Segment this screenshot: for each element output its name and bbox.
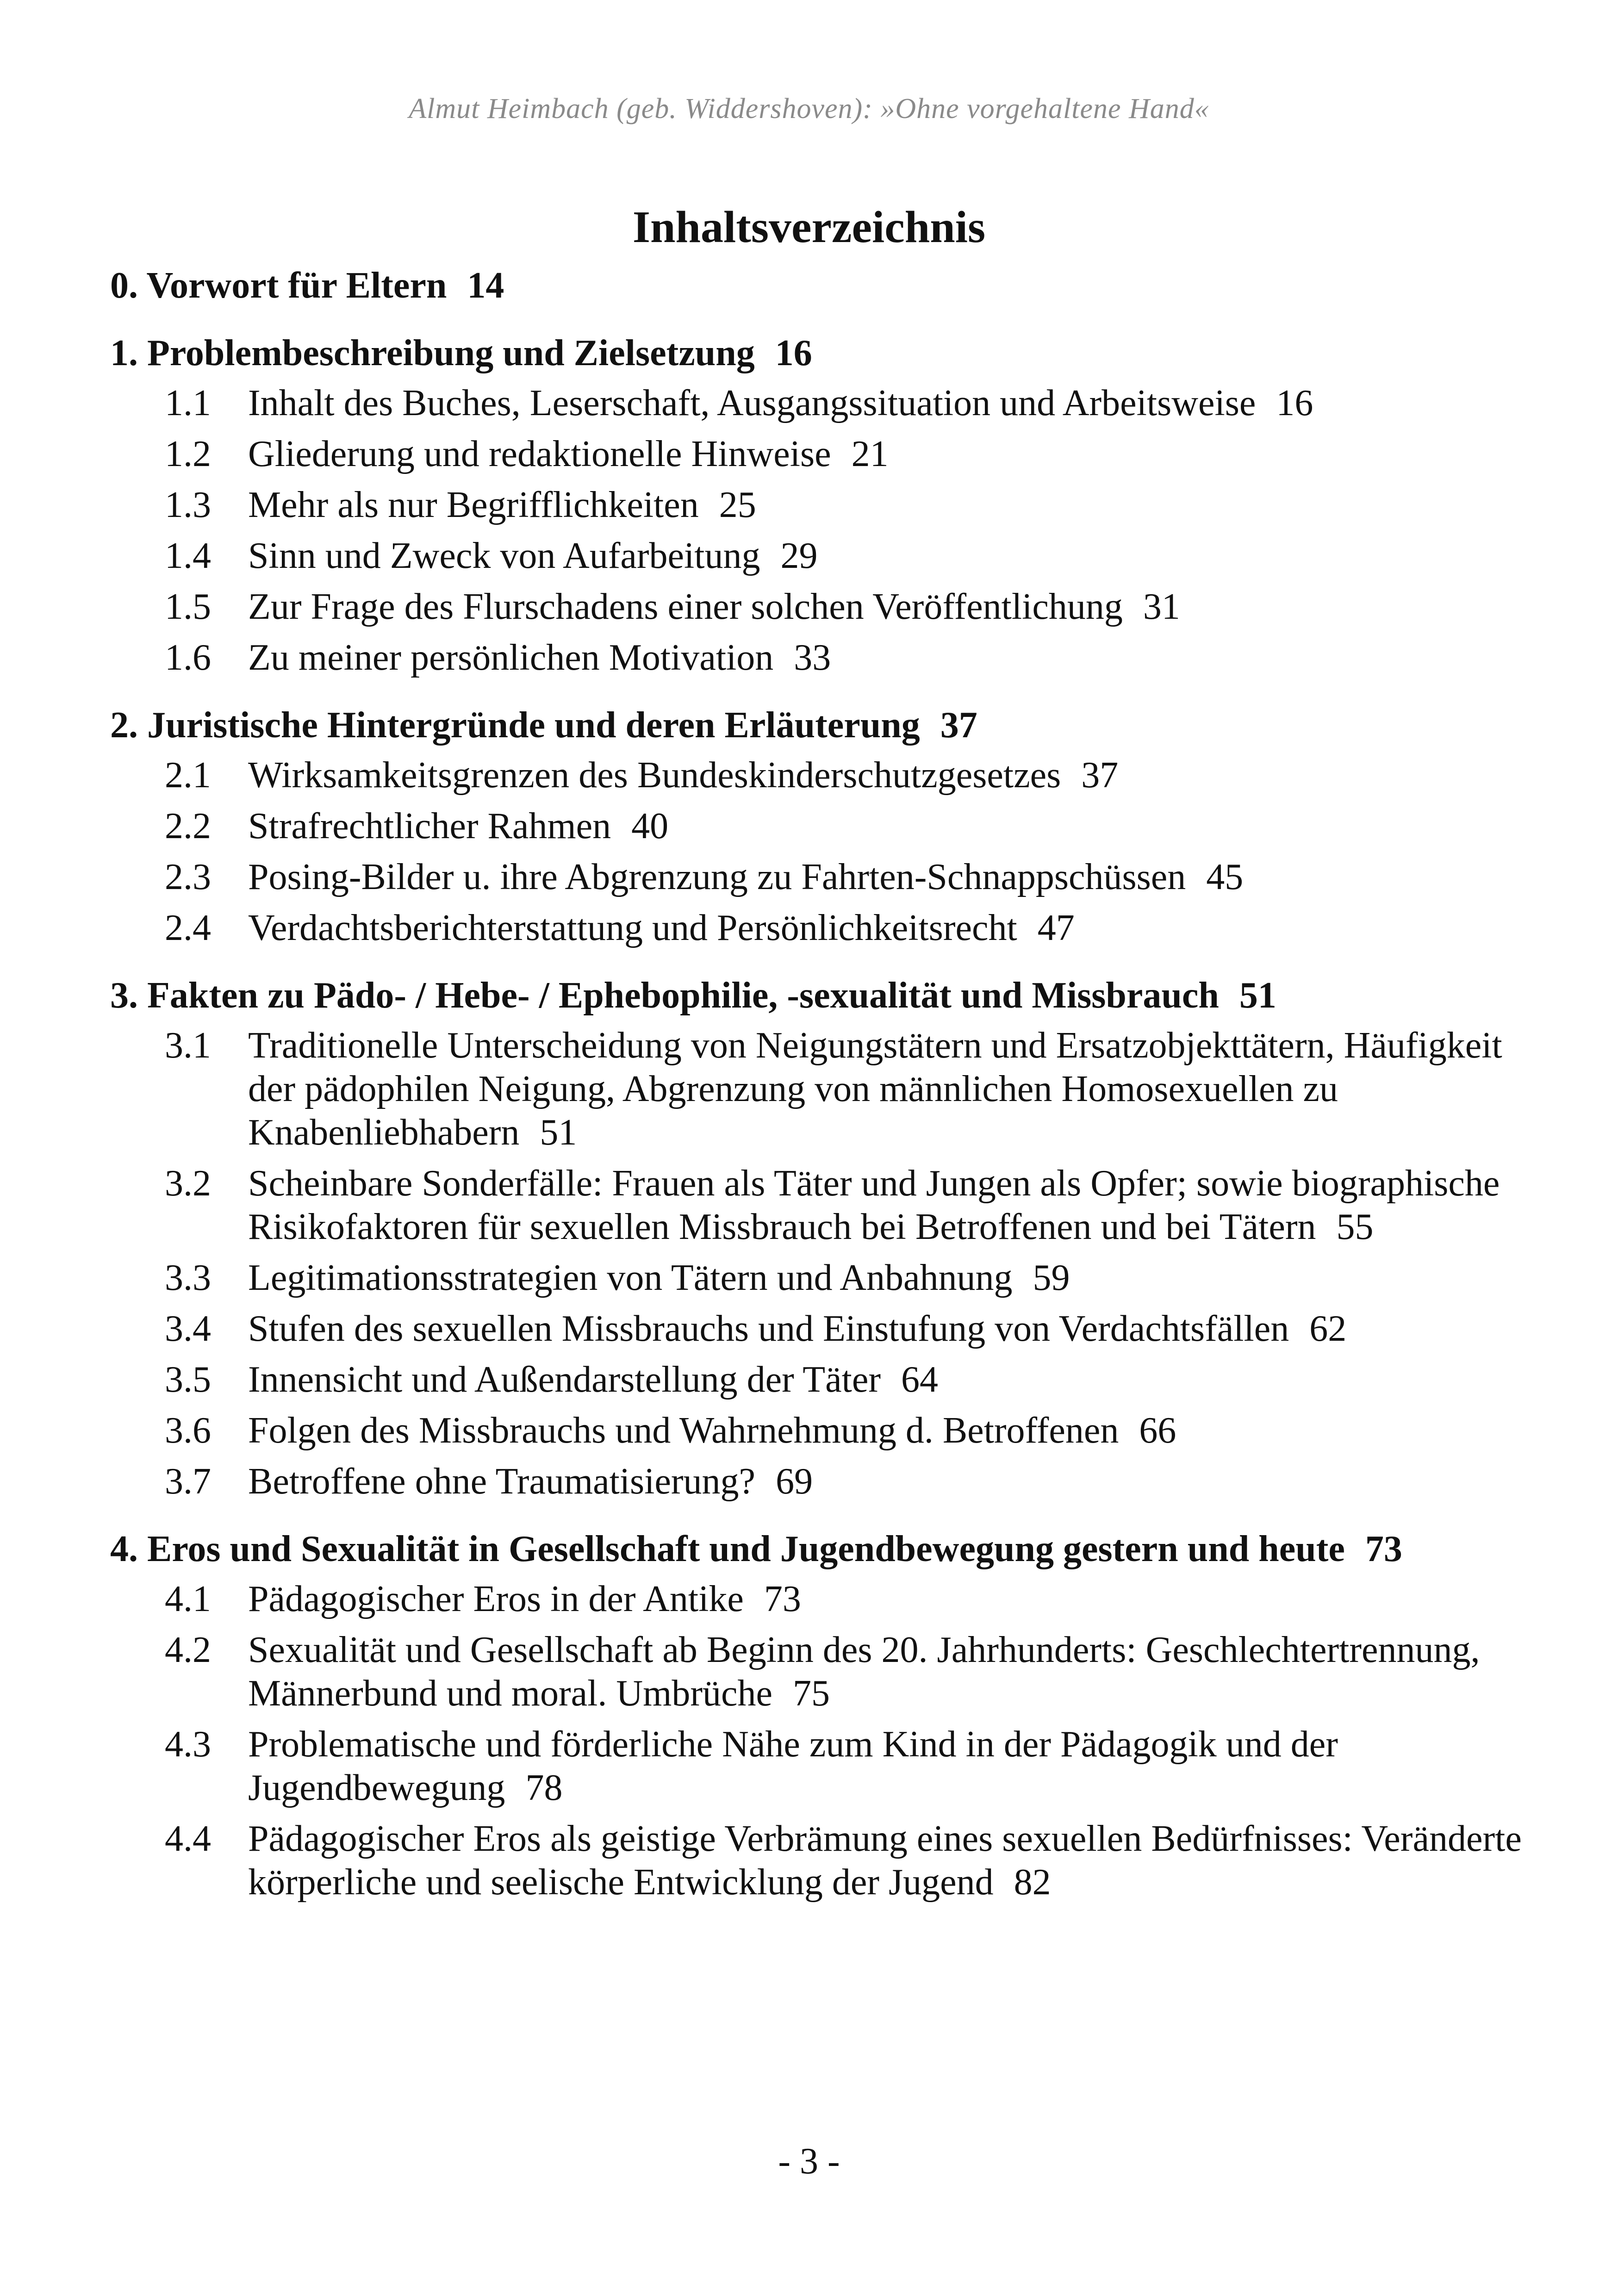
entry-number: 1.3	[165, 485, 211, 525]
toc-entry-3-4[interactable]	[110, 1307, 1522, 1350]
entry-page: 40	[631, 806, 669, 846]
entry-text: Zur Frage des Flurschadens einer solchen Veröffentlichung	[248, 586, 1123, 627]
page-title: Inhaltsverzeichnis	[632, 202, 986, 252]
entry-page: 64	[901, 1359, 939, 1400]
entry-page: 25	[719, 485, 756, 525]
entry-number: 3.5	[165, 1359, 211, 1400]
entry-text: Betroffene ohne Traumatisierung?	[248, 1461, 756, 1502]
entry-number: 3.2	[165, 1163, 211, 1204]
toc-entry-1-4[interactable]	[110, 534, 1522, 578]
toc-entry-1-1[interactable]	[110, 381, 1522, 425]
entry-page: 82	[1014, 1862, 1051, 1903]
toc-entry-3-7[interactable]	[110, 1460, 1522, 1503]
entry-page: 55	[1336, 1207, 1374, 1247]
toc-entry-1-2[interactable]	[110, 432, 1522, 476]
entry-number: 4.3	[165, 1724, 211, 1765]
toc-entry-1-5[interactable]	[110, 585, 1522, 628]
entry-text: Pädagogischer Eros in der Antike	[248, 1579, 744, 1619]
entry-number: 1.5	[165, 586, 211, 627]
entry-text: Legitimationsstrategien von Tätern und Anbahnung	[248, 1257, 1013, 1298]
entry-page: 73	[764, 1579, 801, 1619]
toc-chapter-1[interactable]	[110, 331, 1522, 375]
entry-number: 4.1	[165, 1579, 211, 1619]
chapter-label: 0. Vorwort für Eltern	[110, 265, 447, 306]
toc-entry-3-2[interactable]	[110, 1162, 1522, 1249]
entry-number: 1.1	[165, 383, 211, 423]
toc-entry-2-3[interactable]	[110, 855, 1522, 899]
entry-text: Folgen des Missbrauchs und Wahrnehmung d. Betroffenen	[248, 1410, 1119, 1451]
table-of-contents	[110, 264, 1522, 1904]
chapter-page: 37	[940, 705, 977, 746]
toc-chapter-4[interactable]	[110, 1527, 1522, 1571]
entry-text: Traditionelle Unterscheidung von Neigungstätern und Ersatzobjekttätern, Häufigkeit der pädophilen Neigung, Abgrenzung von männlichen Homosexuellen zu Knabenliebhabern	[248, 1025, 1502, 1153]
entry-page: 47	[1037, 908, 1075, 948]
entry-text: Inhalt des Buches, Leserschaft, Ausgangssituation und Arbeitsweise	[248, 383, 1256, 423]
entry-text: Innensicht und Außendarstellung der Täter	[248, 1359, 881, 1400]
toc-entry-2-4[interactable]	[110, 906, 1522, 950]
toc-entry-4-1[interactable]	[110, 1577, 1522, 1621]
chapter-label: 4. Eros und Sexualität in Gesellschaft und Jugendbewegung gestern und heute	[110, 1529, 1345, 1569]
chapter-label: 1. Problembeschreibung und Zielsetzung	[110, 333, 755, 373]
entry-page: 33	[794, 637, 831, 678]
entry-page: 37	[1081, 755, 1119, 796]
entry-page: 21	[851, 434, 889, 474]
toc-entry-1-3[interactable]	[110, 483, 1522, 527]
entry-page: 51	[540, 1112, 577, 1153]
entry-text: Problematische und förderliche Nähe zum Kind in der Pädagogik und der Jugendbewegung	[248, 1724, 1338, 1808]
entry-number: 1.2	[165, 434, 211, 474]
entry-number: 2.1	[165, 755, 211, 796]
entry-text: Sexualität und Gesellschaft ab Beginn des 20. Jahrhunderts: Geschlechtertrennung, Männerbund und moral. Umbrüche	[248, 1630, 1480, 1714]
entry-page: 16	[1276, 383, 1313, 423]
toc-chapter-0[interactable]	[110, 264, 1522, 307]
entry-page: 45	[1206, 857, 1244, 897]
toc-entry-1-6[interactable]	[110, 636, 1522, 679]
toc-entry-2-2[interactable]	[110, 804, 1522, 848]
toc-entry-3-1[interactable]	[110, 1024, 1522, 1154]
entry-page: 31	[1143, 586, 1180, 627]
entry-text: Sinn und Zweck von Aufarbeitung	[248, 535, 760, 576]
entry-number: 2.4	[165, 908, 211, 948]
toc-entry-4-3[interactable]	[110, 1723, 1522, 1810]
entry-page: 59	[1033, 1257, 1070, 1298]
page-number: - 3 -	[778, 2141, 840, 2182]
entry-number: 2.3	[165, 857, 211, 897]
chapter-page: 16	[775, 333, 812, 373]
chapter-page: 14	[467, 265, 504, 306]
entry-text: Gliederung und redaktionelle Hinweise	[248, 434, 831, 474]
toc-entry-4-4[interactable]	[110, 1817, 1522, 1904]
toc-entry-2-1[interactable]	[110, 753, 1522, 797]
toc-entry-3-6[interactable]	[110, 1409, 1522, 1452]
entry-page: 75	[793, 1673, 830, 1714]
entry-number: 2.2	[165, 806, 211, 846]
chapter-page: 51	[1239, 975, 1276, 1016]
running-header: Almut Heimbach (geb. Widdershoven): »Ohne vorgehaltene Hand«	[409, 93, 1209, 124]
entry-text: Wirksamkeitsgrenzen des Bundeskinderschutzgesetzes	[248, 755, 1061, 796]
chapter-label: 3. Fakten zu Pädo- / Hebe- / Ephebophilie, -sexualität und Missbrauch	[110, 975, 1219, 1016]
entry-number: 3.6	[165, 1410, 211, 1451]
chapter-page: 73	[1365, 1529, 1402, 1569]
entry-text: Strafrechtlicher Rahmen	[248, 806, 611, 846]
entry-number: 3.3	[165, 1257, 211, 1298]
entry-text: Posing-Bilder u. ihre Abgrenzung zu Fahrten-Schnappschüssen	[248, 857, 1186, 897]
chapter-label: 2. Juristische Hintergründe und deren Erläuterung	[110, 705, 920, 746]
entry-number: 1.4	[165, 535, 211, 576]
entry-number: 3.1	[165, 1025, 211, 1066]
toc-chapter-3[interactable]	[110, 974, 1522, 1017]
entry-text: Scheinbare Sonderfälle: Frauen als Täter und Jungen als Opfer; sowie biographische Risikofaktoren für sexuellen Missbrauch bei Betroffenen und bei Tätern	[248, 1163, 1500, 1247]
entry-number: 3.4	[165, 1308, 211, 1349]
entry-number: 1.6	[165, 637, 211, 678]
entry-text: Zu meiner persönlichen Motivation	[248, 637, 774, 678]
entry-page: 62	[1309, 1308, 1347, 1349]
entry-number: 4.2	[165, 1630, 211, 1670]
toc-entry-4-2[interactable]	[110, 1628, 1522, 1715]
entry-text: Verdachtsberichterstattung und Persönlichkeitsrecht	[248, 908, 1017, 948]
entry-page: 66	[1139, 1410, 1176, 1451]
entry-page: 29	[780, 535, 818, 576]
entry-number: 3.7	[165, 1461, 211, 1502]
entry-page: 69	[776, 1461, 813, 1502]
toc-entry-3-3[interactable]	[110, 1256, 1522, 1300]
entry-number: 4.4	[165, 1818, 211, 1859]
entry-text: Pädagogischer Eros als geistige Verbrämung eines sexuellen Bedürfnisses: Veränderte körperliche und seelische Entwicklung der Jugend	[248, 1818, 1522, 1903]
toc-entry-3-5[interactable]	[110, 1358, 1522, 1401]
entry-text: Mehr als nur Begrifflichkeiten	[248, 485, 699, 525]
entry-text: Stufen des sexuellen Missbrauchs und Einstufung von Verdachtsfällen	[248, 1308, 1289, 1349]
entry-page: 78	[525, 1767, 563, 1808]
toc-chapter-2[interactable]	[110, 703, 1522, 747]
